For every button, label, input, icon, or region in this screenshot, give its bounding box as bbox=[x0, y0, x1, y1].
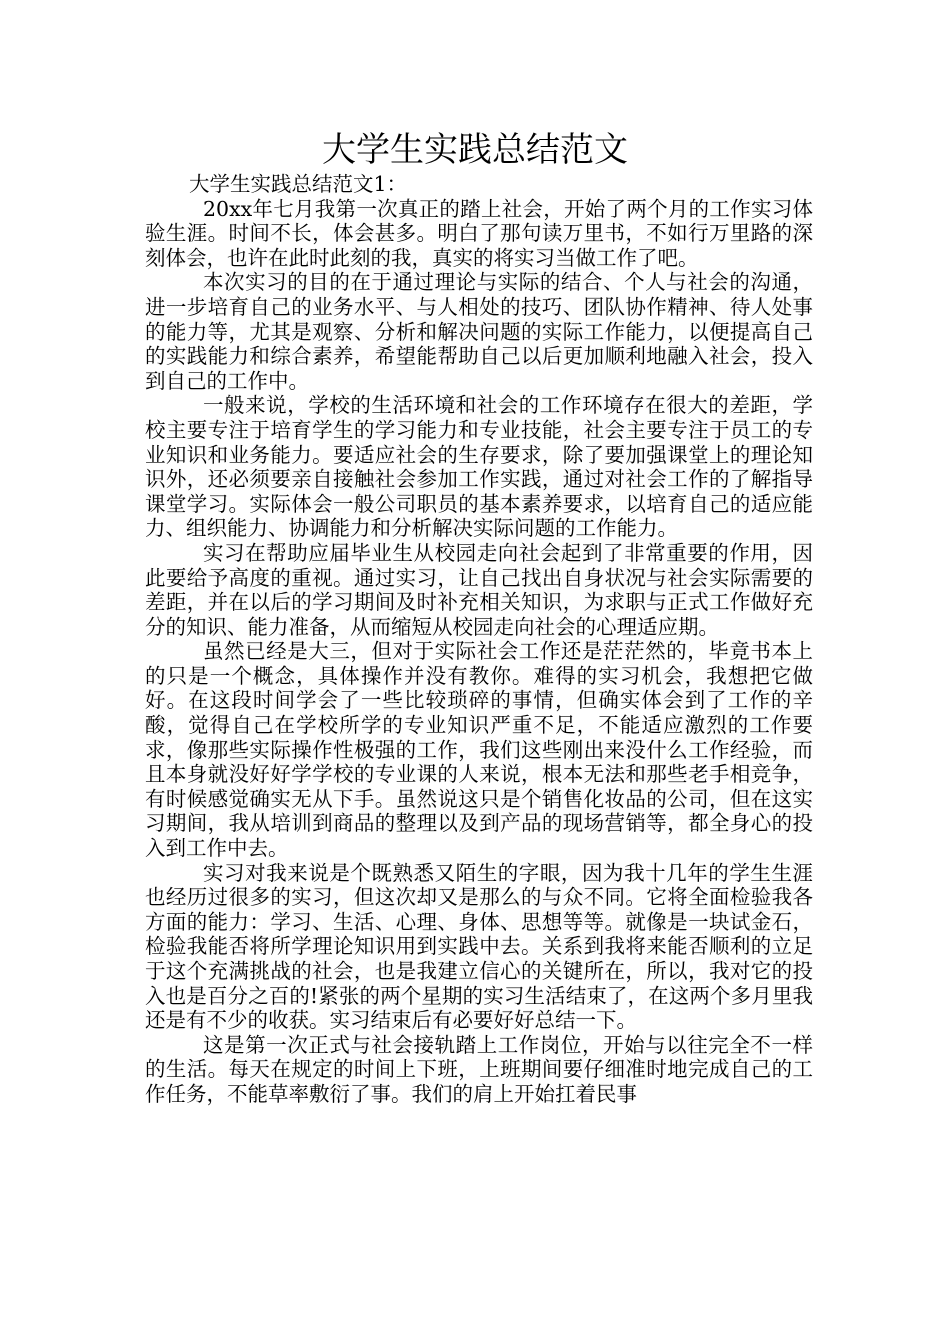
paragraph: 一般来说，学校的生活环境和社会的工作环境存在很大的差距，学校主要专注于培育学生的学习能力和专业技能，社会主要专注于员工的专业知识和业务能力。要适应社会的生存要求，除了要加强课堂上的理论知识外，还必须要亲自接触社会参加工作实践，通过对社会工作的了解指导课堂学习。实际体会一般公司职员的基本素养要求，以培育自己的适应能力、组织能力、协调能力和分析解决实际问题的工作能力。 bbox=[145, 393, 813, 541]
document-title: 大学生实践总结范文 bbox=[322, 130, 628, 170]
section-heading: 大学生实践总结范文1： bbox=[189, 172, 408, 196]
paragraph: 实习对我来说是个既熟悉又陌生的字眼，因为我十几年的学生生涯也经历过很多的实习，但这次却又是那么的与众不同。它将全面检验我各方面的能力：学习、生活、心理、身体、思想等等。就像是一块试金石，检验我能否将所学理论知识用到实践中去。关系到我将来能否顺利的立足于这个充满挑战的社会，也是我建立信心的关键所在，所以，我对它的投入也是百分之百的!紧张的两个星期的实习生活结束了，在这两个多月里我还是有不少的收获。实习结束后有必要好好总结一下。 bbox=[145, 860, 813, 1033]
document-body bbox=[145, 172, 813, 1107]
paragraph: 这是第一次正式与社会接轨踏上工作岗位，开始与以往完全不一样的生活。每天在规定的时间上下班，上班期间要仔细准时地完成自己的工作任务，不能草率敷衍了事。我们的肩上开始扛着民事 bbox=[145, 1032, 813, 1106]
paragraph: 实习在帮助应届毕业生从校园走向社会起到了非常重要的作用，因此要给予高度的重视。通过实习，让自己找出自身状况与社会实际需要的差距，并在以后的学习期间及时补充相关知识，为求职与正式工作做好充分的知识、能力准备，从而缩短从校园走向社会的心理适应期。 bbox=[145, 540, 813, 639]
paragraph: 20xx年七月我第一次真正的踏上社会，开始了两个月的工作实习体验生涯。时间不长，体会甚多。明白了那句读万里书，不如行万里路的深刻体会，也许在此时此刻的我，真实的将实习当做工作了吧。 bbox=[145, 196, 813, 270]
paragraph: 虽然已经是大三，但对于实际社会工作还是茫茫然的，毕竟书本上的只是一个概念，具体操作并没有教你。难得的实习机会，我想把它做好。在这段时间学会了一些比较琐碎的事情，但确实体会到了工作的辛酸，觉得自己在学校所学的专业知识严重不足，不能适应激烈的工作要求，像那些实际操作性极强的工作，我们这些刚出来没什么工作经验，而且本身就没好好学学校的专业课的人来说，根本无法和那些老手相竞争，有时候感觉确实无从下手。虽然说这只是个销售化妆品的公司，但在这实习期间，我从培训到商品的整理以及到产品的现场营销等，都全身心的投入到工作中去。 bbox=[145, 639, 813, 861]
paragraph: 本次实习的目的在于通过理论与实际的结合、个人与社会的沟通，进一步培育自己的业务水平、与人相处的技巧、团队协作精神、待人处事的能力等，尤其是观察、分析和解决问题的实际工作能力，以便提高自己的实践能力和综合素养，希望能帮助自己以后更加顺利地融入社会，投入到自己的工作中。 bbox=[145, 270, 813, 393]
